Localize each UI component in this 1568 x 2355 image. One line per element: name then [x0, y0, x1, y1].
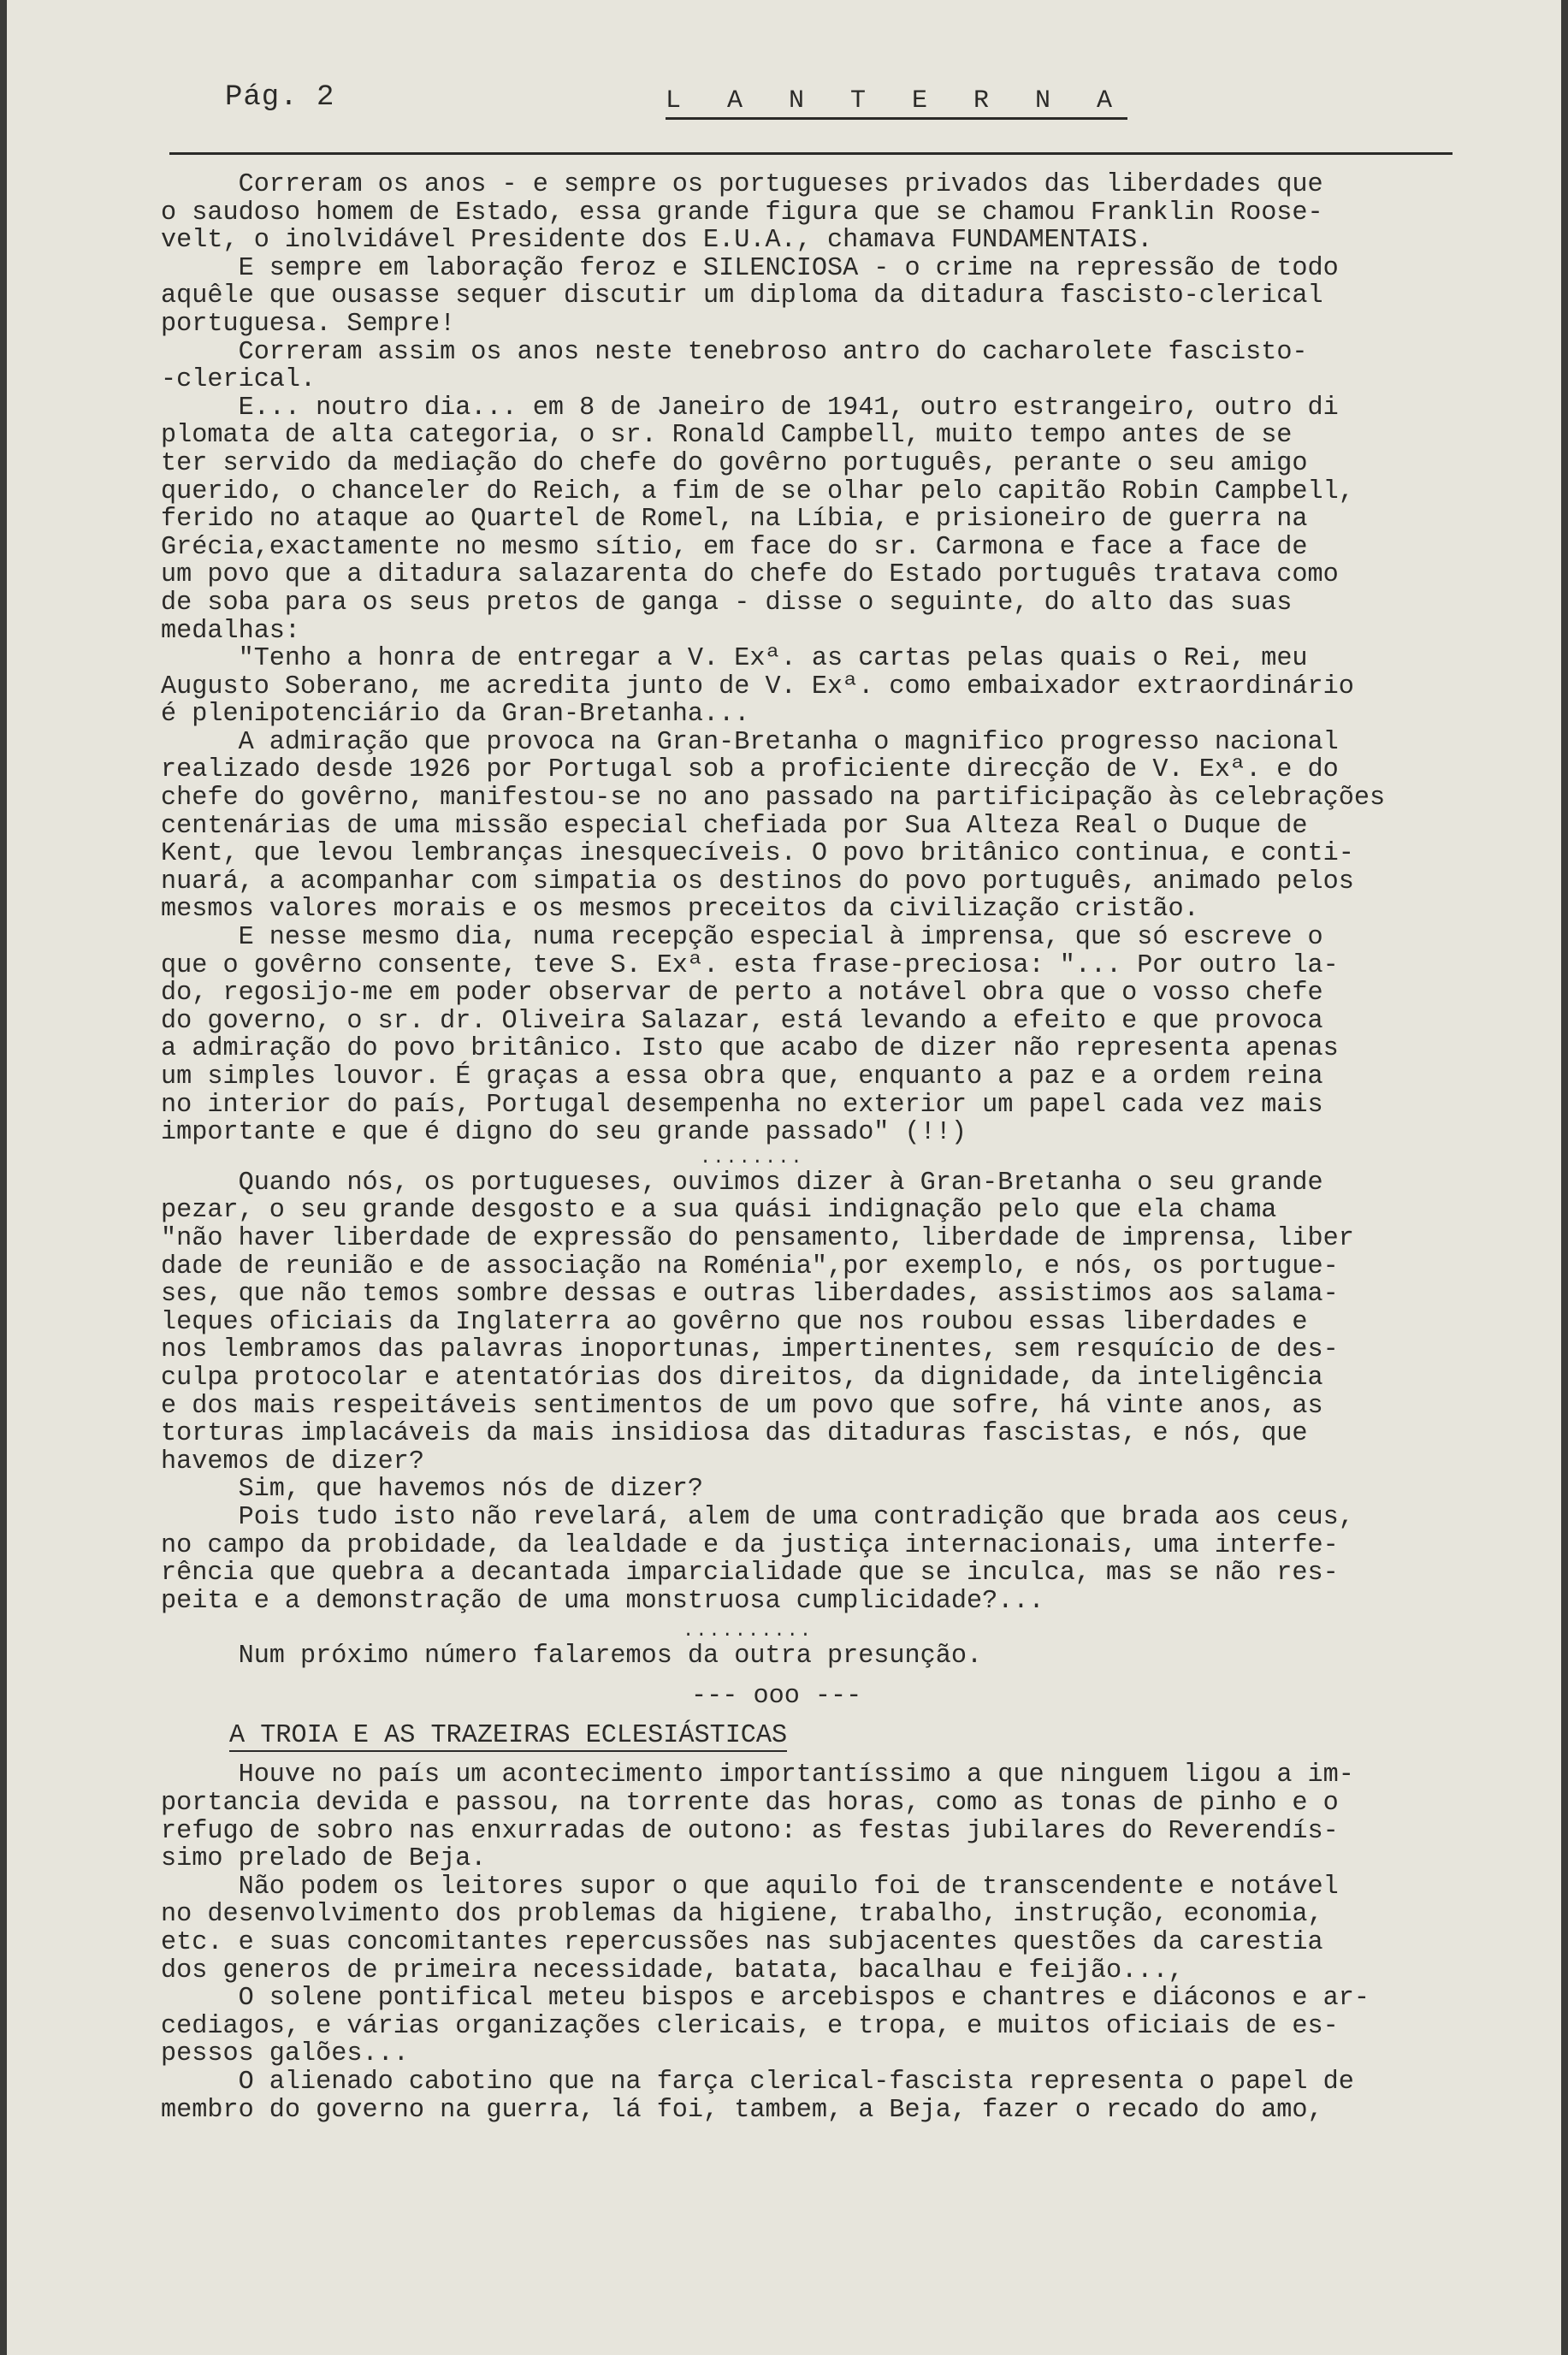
- paragraph: E nesse mesmo dia, numa recepção especial à imprensa, que só escreve o que o govêrno consente, teve S. Exª. esta frase-preciosa: "... Por outro la- do, regosijo-me em poder observar de perto a notável obra que o vosso chefe do governo, o sr. dr. Oliveira Salazar, está levando a efeito e que provoca a admiração do povo britânico. Isto que acabo de dizer não representa apenas um simples louvor. É graças a essa obra que, enquanto a paz e a ordem reina no interior do país, Portugal desempenha no exterior um papel cada vez mais importante e que é digno do seu grande passado" (!!): [161, 923, 1339, 1148]
- paragraph: Quando nós, os portugueses, ouvimos dizer à Gran-Bretanha o seu grande pezar, o seu grande desgosto e a sua quási indignação pelo que ela chama "não haver liberdade de expressão do pensamento, liberdade de imprensa, liber dade de reunião e de associação na Roménia",por exemplo, e nós, os portugue- ses, que não temos sombre dessas e outras liberdades, assistimos aos salama- leques oficiais da Inglaterra ao govêrno que nos roubou essas liberdades e nos lembramos das palavras inoportunas, impertinentes, sem resquício de des- culpa protocolar e atentatórias dos direitos, da dignidade, da inteligência e dos mais respeitáveis sentimentos de um povo que sofre, há vinte anos, as torturas implacáveis da mais insidiosa das ditaduras fascistas, e nós, que havemos de dizer?: [161, 1168, 1354, 1476]
- paragraph: Pois tudo isto não revelará, alem de uma contradição que brada aos ceus, no campo da probidade, da lealdade e da justiça internacionais, uma interfe- rência que quebra a decantada imparcialidade que se inculca, mas se não res- peita e a demonstração de uma monstruosa cumplicidade?...: [161, 1502, 1354, 1616]
- quote-paragraph: "Tenho a honra de entregar a V. Exª. as cartas pelas quais o Rei, meu Augusto Soberano, me acredita junto de V. Exª. como embaixador extraordinário é plenipotenciário da Gran-Bretanha...: [161, 644, 1354, 730]
- document-page: [7, 0, 1561, 2355]
- header-rule: [169, 152, 1453, 155]
- section-divider: --- ooo ---: [691, 1681, 862, 1711]
- paragraph: Houve no país um acontecimento importantíssimo a que ninguem ligou a im- portancia devida e passou, na torrente das horas, como as tonas de pinho e o refugo de sobro nas enxurradas de outono: as festas jubilares do Reverendís- simo prelado de Beja.: [161, 1760, 1354, 1874]
- section-heading-text: A TROIA E AS TRAZEIRAS ECLESIÁSTICAS: [229, 1721, 788, 1751]
- dotted-separator: ........: [700, 1146, 804, 1169]
- paragraph: Num próximo número falaremos da outra presunção.: [161, 1642, 983, 1672]
- section-heading: [161, 1719, 1461, 1753]
- paragraph: Correram os anos - e sempre os portugueses privados das liberdades que o saudoso homem de Estado, essa grande figura que se chamou Franklin Roose- velt, o inolvidável Presidente dos E.U.A., chamava FUNDAMENTAIS.: [161, 170, 1323, 256]
- page-header: [161, 81, 1461, 133]
- paragraph: O solene pontifical meteu bispos e arcebispos e chantres e diáconos e ar- cediagos, e várias organizações clericais, e tropa, e muitos oficiais de es- pessos galões...: [161, 1984, 1370, 2069]
- masthead-title: L A N T E R N A: [666, 86, 1127, 120]
- paragraph: Correram assim os anos neste tenebroso antro do cacharolete fascisto- -clerical.: [161, 337, 1308, 395]
- paragraph: O alienado cabotino que na farça clerical-fascista representa o papel de membro do governo na guerra, lá foi, tambem, a Beja, fazer o recado do amo,: [161, 2068, 1354, 2125]
- paragraph: E... noutro dia... em 8 de Janeiro de 1941, outro estrangeiro, outro di plomata de alta categoria, o sr. Ronald Campbell, muito tempo antes de se ter servido da mediação do chefe do govêrno português, perante o seu amigo querido, o chanceler do Reich, a fim de se olhar pelo capitão Robin Campbell, ferido no ataque ao Quartel de Romel, na Líbia, e prisioneiro de guerra na Grécia,exactamente no mesmo sítio, em face do sr. Carmona e face a face de um povo que a ditadura salazarenta do chefe do Estado português tratava como de soba para os seus pretos de ganga - disse o seguinte, do alto das suas medalhas:: [161, 393, 1354, 646]
- dotted-separator: ..........: [683, 1620, 814, 1642]
- article-body: [161, 171, 1461, 2124]
- page-number: Pág. 2: [225, 81, 335, 114]
- quote-paragraph: A admiração que provoca na Gran-Bretanha o magnifico progresso nacional realizado desde 1926 por Portugal sob a proficiente direcção de V. Exª. e do chefe do govêrno, manifestou-se no ano passado na partificipação às celebrações centenárias de uma missão especial chefiada por Sua Alteza Real o Duque de Kent, que levou lembranças inesquecíveis. O povo britânico continua, e conti- nuará, a acompanhar com simpatia os destinos do povo português, animado pelos mesmos valores morais e os mesmos preceitos da civilização cristão.: [161, 727, 1386, 925]
- paragraph: Não podem os leitores supor o que aquilo foi de transcendente e notável no desenvolvimento dos problemas da higiene, trabalho, instrução, economia, etc. e suas concomitantes repercussões nas subjacentes questões da carestia dos generos de primeira necessidade, batata, bacalhau e feijão...,: [161, 1872, 1339, 1985]
- paragraph: E sempre em laboração feroz e SILENCIOSA - o crime na repressão de todo aquêle que ousasse sequer discutir um diploma da ditadura fascisto-clerical portuguesa. Sempre!: [161, 253, 1339, 339]
- page-content: [161, 81, 1461, 2125]
- paragraph: Sim, que havemos nós de dizer?: [161, 1475, 704, 1505]
